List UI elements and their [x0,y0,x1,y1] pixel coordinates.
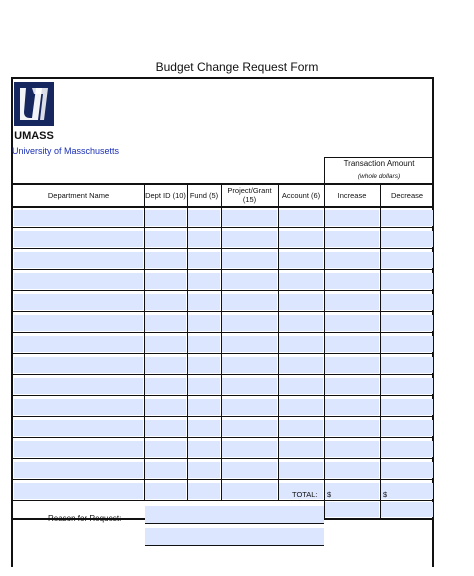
table-cell[interactable] [14,399,143,415]
table-cell[interactable] [145,399,186,415]
table-cell[interactable] [145,441,186,457]
table-cell[interactable] [381,210,433,226]
table-cell[interactable] [325,462,379,478]
header-project-grant: Project/Grant (15) [227,186,272,204]
table-cell[interactable] [325,420,379,436]
row-line [13,353,434,354]
table-cell[interactable] [381,399,433,415]
table-cell[interactable] [279,252,323,268]
table-cell[interactable] [145,315,186,331]
header-department-name: Department Name [47,190,110,200]
row-line [13,227,434,228]
table-cell[interactable] [279,336,323,352]
table-cell[interactable] [325,336,379,352]
row-line [13,500,434,501]
transaction-box-top [324,157,434,158]
row-line [13,374,434,375]
reason-underline-2 [145,545,324,546]
row-line [13,248,434,249]
table-cell[interactable] [222,483,277,499]
table-cell[interactable] [222,336,277,352]
table-cell[interactable] [14,441,143,457]
header-increase: Increase [337,190,367,200]
reason-field-2[interactable] [145,528,324,545]
table-cell[interactable] [188,483,220,499]
reason-underline-1 [145,523,324,524]
table-cell[interactable] [14,357,143,373]
table-cell[interactable] [279,420,323,436]
table-cell[interactable] [188,441,220,457]
form-title: Budget Change Request Form [155,60,319,74]
total-decrease-currency: $ [383,490,388,499]
column-line [324,184,325,518]
table-cell[interactable] [188,399,220,415]
column-line [380,184,381,518]
table-cell[interactable] [325,294,379,310]
table-cell[interactable] [188,273,220,289]
row-line [13,395,434,396]
reason-label: Reason for Request: [48,514,122,523]
table-cell[interactable] [222,420,277,436]
table-cell[interactable] [145,252,186,268]
table-cell[interactable] [279,294,323,310]
reason-field-1[interactable] [145,506,324,523]
row-line [13,290,434,291]
whole-dollars-label: (whole dollars) [357,172,401,180]
table-cell[interactable] [381,441,433,457]
table-cell[interactable] [325,378,379,394]
table-cell[interactable] [14,420,143,436]
table-cell[interactable] [222,273,277,289]
table-cell[interactable] [188,210,220,226]
table-cell[interactable] [145,483,186,499]
column-line [278,184,279,500]
table-cell[interactable] [14,210,143,226]
table-cell[interactable] [381,231,433,247]
table-cell[interactable] [325,483,379,499]
table-cell[interactable] [188,357,220,373]
header-fund: Fund (5) [189,190,219,200]
table-cell[interactable] [188,231,220,247]
table-cell[interactable] [325,273,379,289]
table-cell[interactable] [381,357,433,373]
logo-text: UMASS [14,130,54,142]
table-cell[interactable] [145,420,186,436]
table-cell[interactable] [222,462,277,478]
table-cell[interactable] [14,315,143,331]
table-cell[interactable] [222,441,277,457]
table-cell[interactable] [325,210,379,226]
table-cell[interactable] [14,378,143,394]
table-cell[interactable] [145,378,186,394]
table-cell[interactable] [14,336,143,352]
table-cell[interactable] [222,378,277,394]
transaction-amount-subheading [324,170,434,182]
column-line [187,184,188,500]
table-cell[interactable] [325,399,379,415]
table-cell[interactable] [145,273,186,289]
table-cell[interactable] [222,294,277,310]
table-cell[interactable] [145,210,186,226]
total-cell[interactable] [325,502,379,517]
transaction-amount-label: Transaction Amount [343,159,415,168]
table-cell[interactable] [188,462,220,478]
table-cell[interactable] [14,231,143,247]
header-decrease: Decrease [390,190,424,200]
table-cell[interactable] [325,315,379,331]
table-cell[interactable] [222,252,277,268]
table-cell[interactable] [222,231,277,247]
table-cell[interactable] [279,357,323,373]
table-cell[interactable] [222,315,277,331]
column-line [221,184,222,500]
university-name: University of Masschusetts [12,146,120,156]
table-cell[interactable] [325,357,379,373]
table-cell[interactable] [325,231,379,247]
table-cell[interactable] [325,441,379,457]
transaction-box-left [324,157,325,184]
table-cell[interactable] [188,294,220,310]
table-cell[interactable] [325,252,379,268]
header-top-line [13,183,434,185]
transaction-amount-heading [324,157,434,170]
table-cell[interactable] [145,357,186,373]
table-cell[interactable] [279,210,323,226]
table-cell[interactable] [14,252,143,268]
table-cell[interactable] [279,462,323,478]
table-cell[interactable] [188,336,220,352]
table-cell[interactable] [279,399,323,415]
total-label: TOTAL: [292,490,318,499]
table-cell[interactable] [145,462,186,478]
table-cell[interactable] [222,357,277,373]
table-cell[interactable] [145,231,186,247]
row-line [13,479,434,480]
column-line [144,184,145,500]
table-cell[interactable] [279,231,323,247]
table-cell[interactable] [14,294,143,310]
table-cell[interactable] [381,462,433,478]
table-cell[interactable] [145,336,186,352]
row-line [13,416,434,417]
table-cell[interactable] [145,294,186,310]
table-cell[interactable] [188,252,220,268]
row-line [13,269,434,270]
table-cell[interactable] [381,420,433,436]
row-line [13,437,434,438]
table-cell[interactable] [14,483,143,499]
row-line [13,332,434,333]
row-line [13,311,434,312]
table-cell[interactable] [279,273,323,289]
header-bottom-line [13,206,434,208]
table-cell[interactable] [381,378,433,394]
table-cell[interactable] [381,336,433,352]
table-cell[interactable] [14,273,143,289]
table-cell[interactable] [188,315,220,331]
table-cell[interactable] [381,315,433,331]
table-cell[interactable] [279,315,323,331]
table-cell[interactable] [222,210,277,226]
table-cell[interactable] [188,420,220,436]
total-increase-currency: $ [327,490,332,499]
table-cell[interactable] [381,294,433,310]
row-line [13,458,434,459]
total-cell[interactable] [381,502,433,517]
table-cell[interactable] [381,483,433,499]
table-cell[interactable] [279,441,323,457]
table-cell[interactable] [188,378,220,394]
table-cell[interactable] [279,378,323,394]
table-cell[interactable] [14,462,143,478]
header-dept-id: Dept ID (10) [145,190,186,200]
table-cell[interactable] [381,252,433,268]
table-cell[interactable] [222,399,277,415]
header-account: Account (6) [281,190,321,200]
table-cell[interactable] [381,273,433,289]
